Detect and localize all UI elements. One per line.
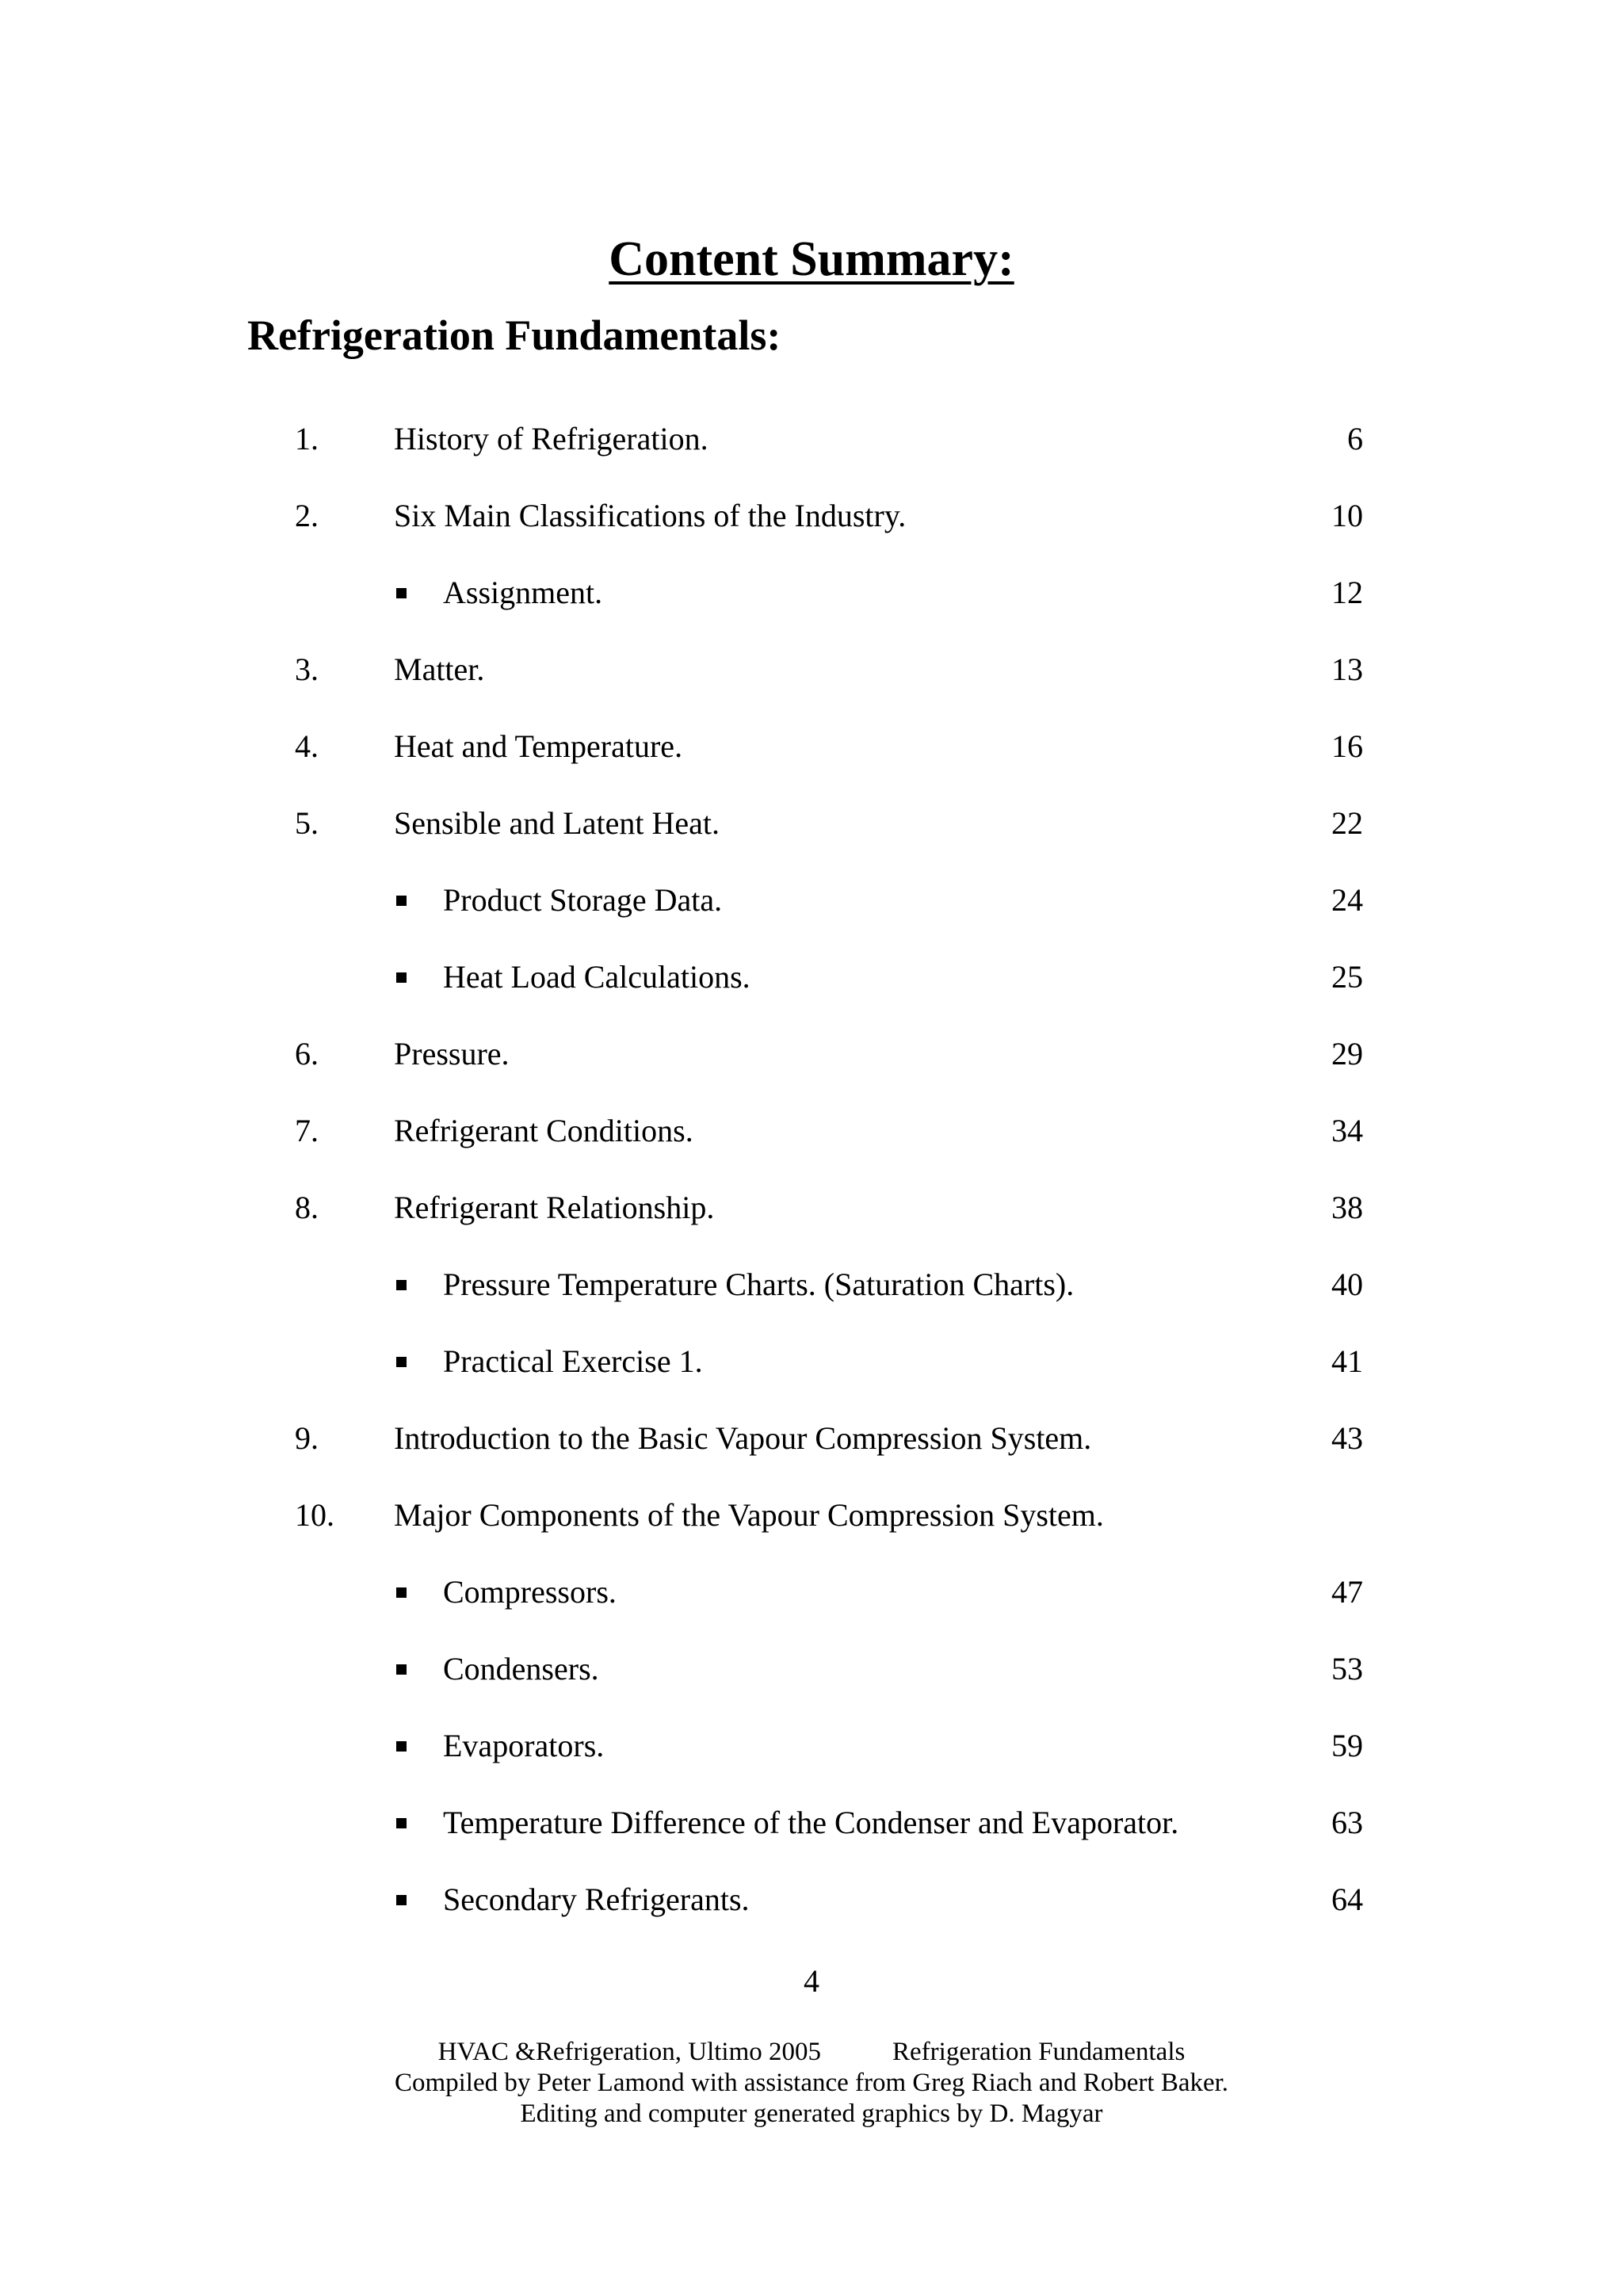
toc-entry-page: 43: [1331, 1420, 1363, 1456]
toc-entry-page: 34: [1331, 1113, 1363, 1148]
toc-entry: [0, 949, 1623, 1026]
square-bullet-icon: [396, 1357, 407, 1367]
toc-entry: [0, 1717, 1623, 1794]
toc-entry: [0, 795, 1623, 872]
footer: [0, 2037, 1623, 2130]
toc-entry-page: 10: [1331, 498, 1363, 533]
toc-entry: [0, 641, 1623, 718]
toc-entry: [0, 487, 1623, 564]
square-bullet-icon: [396, 1895, 407, 1905]
toc-entry: [0, 1026, 1623, 1102]
toc-entry-page: 53: [1331, 1651, 1363, 1687]
footer-course: HVAC &Refrigeration, Ultimo 2005: [437, 2038, 822, 2066]
toc-entry-page: 40: [1331, 1266, 1363, 1302]
footer-line-3: Editing and computer generated graphics by D. Magyar: [520, 2099, 1103, 2128]
toc-entry-page: 6: [1347, 421, 1363, 457]
footer-line-2: Compiled by Peter Lamond with assistance from Greg Riach and Robert Baker.: [394, 2069, 1229, 2097]
square-bullet-icon: [396, 1664, 407, 1675]
toc-entry-number: 8.: [295, 1190, 319, 1225]
toc-entry-title: Secondary Refrigerants.: [443, 1881, 750, 1917]
toc-entry-title: Introduction to the Basic Vapour Compression System.: [394, 1420, 1092, 1456]
square-bullet-icon: [396, 972, 407, 983]
toc-entry-title: Refrigerant Conditions.: [394, 1113, 693, 1148]
page-title: [0, 227, 1623, 291]
toc-entry-number: 10.: [295, 1497, 334, 1533]
toc-entry-title: Major Components of the Vapour Compression System.: [394, 1497, 1104, 1533]
toc-entry: [0, 1256, 1623, 1333]
toc-entry-title: Temperature Difference of the Condenser and Evaporator.: [443, 1805, 1179, 1840]
toc-entry-page: 13: [1331, 651, 1363, 687]
toc-entry-title: Pressure.: [394, 1036, 510, 1072]
toc-entry: [0, 1410, 1623, 1487]
footer-line-1: [0, 2037, 1623, 2068]
toc-entry-page: 38: [1331, 1190, 1363, 1225]
toc-entry-title: Assignment.: [443, 575, 603, 610]
toc-entry: [0, 1487, 1623, 1564]
toc-entry: [0, 1871, 1623, 1948]
toc-entry: [0, 1179, 1623, 1256]
square-bullet-icon: [396, 588, 407, 598]
toc-entry-number: 6.: [295, 1036, 319, 1072]
toc-entry: [0, 1333, 1623, 1410]
toc-entry-number: 5.: [295, 805, 319, 841]
section-heading: Refrigeration Fundamentals:: [247, 311, 781, 359]
toc-entry: [0, 411, 1623, 487]
toc-entry-title: Evaporators.: [443, 1728, 605, 1763]
toc-entry-page: 29: [1331, 1036, 1363, 1072]
toc-entry-page: 47: [1331, 1574, 1363, 1610]
toc-entry-number: 2.: [295, 498, 319, 533]
toc-entry-title: Sensible and Latent Heat.: [394, 805, 720, 841]
page-number: 4: [804, 1963, 819, 1999]
toc-entry-number: 4.: [295, 728, 319, 764]
toc-entry: [0, 564, 1623, 641]
toc-entry-number: 3.: [295, 651, 319, 687]
square-bullet-icon: [396, 1741, 407, 1752]
toc-entry-number: 1.: [295, 421, 319, 457]
toc-entry-title: Pressure Temperature Charts. (Saturation Charts).: [443, 1266, 1075, 1302]
toc-entry: [0, 1102, 1623, 1179]
square-bullet-icon: [396, 896, 407, 906]
toc-entry-page: 64: [1331, 1881, 1363, 1917]
toc-entry-title: Heat Load Calculations.: [443, 959, 750, 995]
toc-entry: [0, 872, 1623, 949]
toc-entry-title: History of Refrigeration.: [394, 421, 708, 457]
toc-entry: [0, 1794, 1623, 1871]
toc-entry: [0, 1564, 1623, 1641]
toc-entry-page: 12: [1331, 575, 1363, 610]
toc-entry-page: 25: [1331, 959, 1363, 995]
table-of-contents: [0, 411, 1623, 1948]
toc-entry-page: 22: [1331, 805, 1363, 841]
toc-entry-title: Heat and Temperature.: [394, 728, 683, 764]
footer-module: Refrigeration Fundamentals: [892, 2038, 1186, 2066]
toc-entry-number: 7.: [295, 1113, 319, 1148]
toc-entry-title: Practical Exercise 1.: [443, 1343, 703, 1379]
toc-entry-title: Matter.: [394, 651, 485, 687]
square-bullet-icon: [396, 1587, 407, 1598]
page-title-text: Content Summary:: [609, 231, 1014, 286]
toc-entry-title: Compressors.: [443, 1574, 617, 1610]
toc-entry-page: 16: [1331, 728, 1363, 764]
toc-entry-page: 59: [1331, 1728, 1363, 1763]
toc-entry-page: 24: [1331, 882, 1363, 918]
square-bullet-icon: [396, 1818, 407, 1828]
toc-entry: [0, 718, 1623, 795]
toc-entry-title: Refrigerant Relationship.: [394, 1190, 715, 1225]
toc-entry-title: Condensers.: [443, 1651, 599, 1687]
toc-entry-title: Six Main Classifications of the Industry.: [394, 498, 907, 533]
square-bullet-icon: [396, 1280, 407, 1290]
toc-entry-page: 41: [1331, 1343, 1363, 1379]
toc-entry: [0, 1641, 1623, 1717]
toc-entry-title: Product Storage Data.: [443, 882, 723, 918]
toc-entry-page: 63: [1331, 1805, 1363, 1840]
toc-entry-number: 9.: [295, 1420, 319, 1456]
